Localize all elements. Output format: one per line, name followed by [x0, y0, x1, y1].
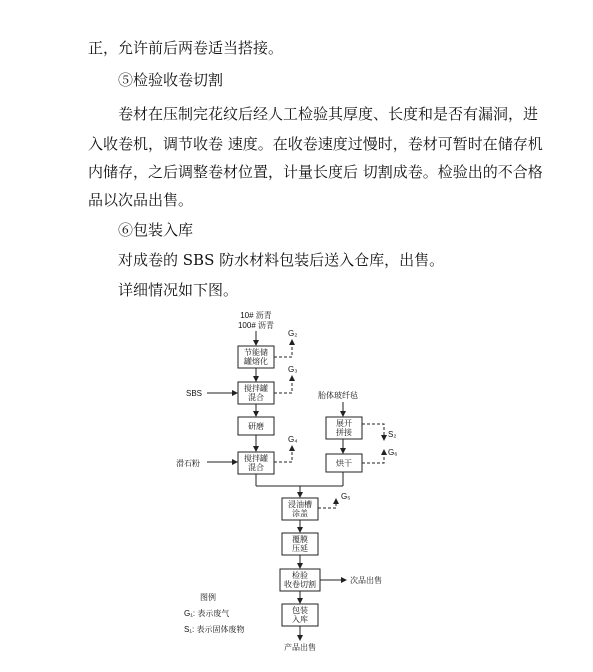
para-pack-store: 对成卷的 SBS 防水材料包装后送入仓库，出售。 [118, 251, 445, 269]
legend-solid: S₁: 表示固体废物 [184, 625, 245, 634]
box-mix-2-line-2: 混合 [248, 463, 264, 472]
input-fabric: 胎体玻纤毡 [318, 391, 358, 400]
para-inspect-line-4: 品以次品出售。 [88, 191, 194, 209]
emission-s2: S₂ [388, 430, 397, 439]
para-inspect-line-1: 卷材在压制完花纹后经人工检验其厚度、长度和是否有漏洞，进 [118, 105, 539, 123]
heading-pack-store: ⑥包装入库 [118, 221, 194, 239]
box-dip-line-2: 涂盖 [292, 509, 308, 518]
box-film-line-1: 覆膜 [292, 535, 308, 544]
emission-g2: G₂ [288, 329, 298, 338]
legend-gas: G₁: 表示废气 [184, 609, 230, 618]
emission-g3: G₃ [288, 365, 298, 374]
para-inspect-line-2: 入收卷机，调节收卷 速度。在收卷速度过慢时，卷材可暂时在储存机 [88, 135, 543, 153]
emission-g6: G₆ [388, 448, 398, 457]
text-line-1: 正，允许前后两卷适当搭接。 [88, 39, 284, 57]
para-inspect-line-3: 内储存，之后调整卷材位置，计量长度后 切割成卷。检验出的不合格 [88, 163, 543, 181]
emission-g4: G₄ [288, 435, 298, 444]
box-mix-2-line-1: 搅拌罐 [244, 454, 268, 463]
emission-g5: G₅ [341, 492, 351, 501]
box-mix-1-line-1: 搅拌罐 [244, 384, 268, 393]
box-melt-line-2: 罐熔化 [244, 357, 268, 366]
para-see-figure: 详细情况如下图。 [118, 281, 239, 299]
heading-inspect-cut: ⑤检验收卷切割 [118, 71, 224, 89]
box-unroll-line-1: 展开 [336, 419, 352, 428]
box-dip-line-1: 浸油槽 [288, 500, 312, 509]
legend-title: 图例 [200, 593, 216, 602]
box-inspect-line-2: 收卷切割 [284, 580, 316, 589]
box-dry-label: 烘干 [336, 459, 352, 468]
box-mix-1-line-2: 混合 [248, 393, 264, 402]
input-asphalt-100: 100# 沥青 [237, 321, 275, 330]
input-sbs: SBS [186, 389, 203, 398]
input-talc: 滑石粉 [176, 459, 200, 468]
box-melt-line-1: 节能储 [244, 348, 268, 357]
output-defective: 次品出售 [350, 576, 382, 585]
box-pack-line-1: 包装 [292, 606, 308, 615]
box-grind-label: 研磨 [248, 422, 264, 431]
input-asphalt-10: 10# 沥青 [240, 311, 272, 320]
box-unroll-line-2: 拼接 [336, 428, 352, 437]
box-pack-line-2: 入库 [292, 615, 308, 624]
box-film-line-2: 压延 [292, 544, 308, 553]
output-product: 产品出售 [284, 643, 316, 652]
box-inspect-line-1: 检验 [292, 571, 308, 580]
